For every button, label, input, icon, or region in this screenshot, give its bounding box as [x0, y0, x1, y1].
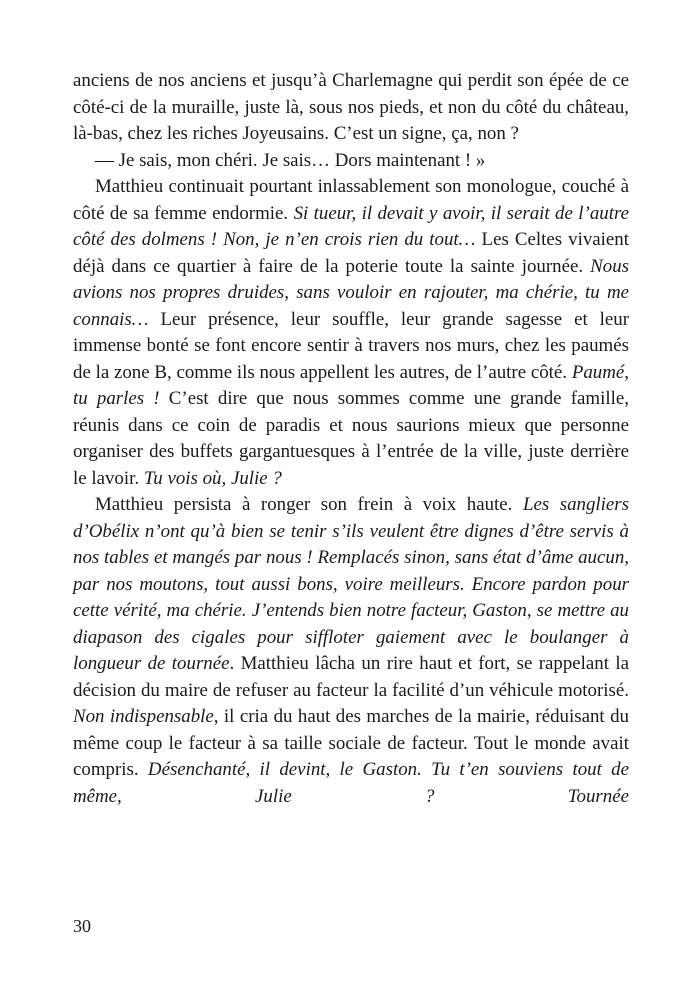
text-run: Leur présence, leur souffle, leur grande sagesse et leur immense bonté se font encore sentir à travers nos murs, chez les paumés de la zone B, comme ils nous appellent les autres, de l’autre côté.	[73, 308, 629, 383]
text-run: Matthieu continuait pourtant inlassablement son monologue, couché à côté de sa femme endormie.	[73, 176, 629, 224]
italic-text-run: Nous avions nos propres druides, sans vouloir en rajouter, ma chérie, tu me connais…	[73, 255, 629, 330]
italic-text-run: Paumé, tu parles !	[73, 361, 629, 409]
paragraph-4	[73, 492, 629, 810]
paragraph-3	[73, 174, 629, 492]
text-run: anciens de nos anciens et jusqu’à Charlemagne qui perdit son épée de ce côté-ci de la muraille, juste là, sous nos pieds, et non du côté du château, là-bas, chez les riches Joyeusains. C’est un signe, ça, non ?	[73, 70, 629, 144]
text-run: . Matthieu lâcha un rire haut et fort, se rappelant la décision du maire de refuser au facteur la facilité d’un véhicule motorisé.	[73, 653, 629, 701]
paragraph-1	[73, 68, 629, 148]
italic-text-run: Les sangliers d’Obélix n’ont qu’à bien se tenir s’ils veulent être dignes d’être servis à nos tables et mangés par nous ! Remplacés sinon, sans état d’âme aucun, par nos moutons, tout aussi bons, voire meilleurs. Encore pardon pour cette vérité, ma chérie. J’entends bien notre facteur, Gaston, se mettre au diapason des cigales pour siffloter gaiement avec le boulanger à longueur de tournée	[73, 494, 629, 674]
text-run: Les Celtes vivaient déjà dans ce quartier à faire de la poterie toute la sainte journée.	[73, 229, 630, 277]
italic-text-run: Tu vois où, Julie ?	[143, 467, 282, 489]
italic-text-run: Non indispensable	[73, 706, 214, 727]
text-run: Matthieu persista à ronger son frein à voix haute.	[95, 494, 523, 515]
text-run: C’est dire que nous sommes comme une grande famille, réunis dans ce coin de paradis et nous saurions mieux que personne organiser des buffets gargantuesques à l’entrée de la ville, juste derrière le lavoir.	[73, 388, 629, 489]
italic-text-run: Si tueur, il devait y avoir, il serait de l’autre côté des dolmens ! Non, je n’en crois rien du tout…	[73, 202, 630, 250]
page-number: 30	[73, 916, 91, 936]
italic-text-run: Désenchanté, il devint, le Gaston. Tu t’en souviens tout de même, Julie ? Tournée	[73, 759, 629, 807]
text-run: , il cria du haut des marches de la mairie, réduisant du même coup le facteur à sa taille sociale de facteur. Tout le monde avait compris.	[73, 706, 629, 780]
text-run: — Je sais, mon chéri. Je sais… Dors maintenant ! »	[95, 149, 486, 171]
page-body	[73, 68, 629, 810]
paragraph-2	[73, 148, 629, 175]
